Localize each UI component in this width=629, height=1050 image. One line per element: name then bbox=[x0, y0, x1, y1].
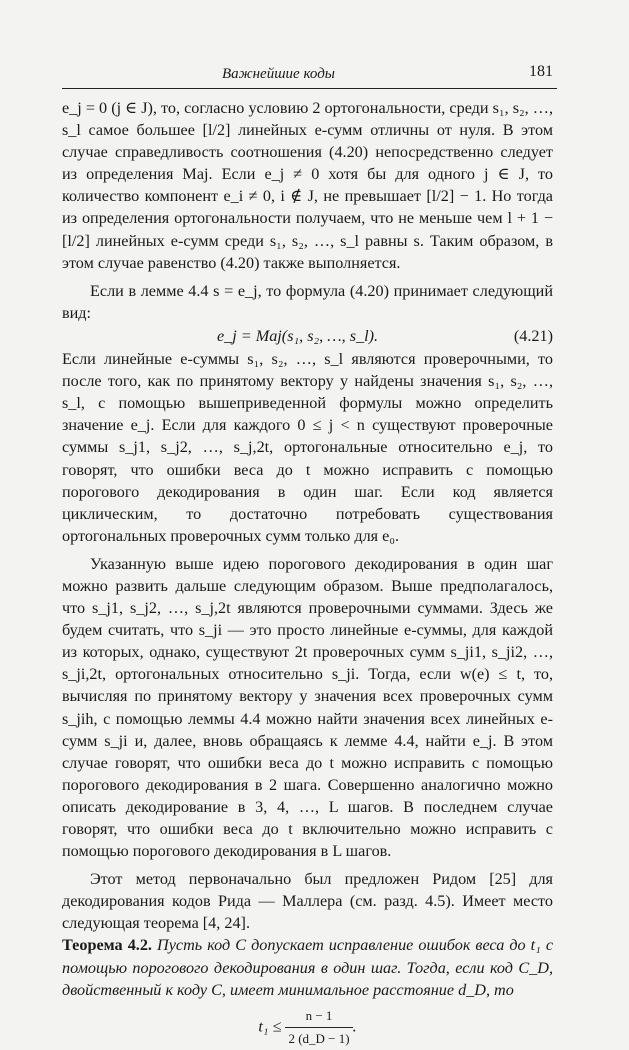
bound-fraction bbox=[285, 1005, 352, 1050]
paragraph-3: Если линейные e-суммы s₁, s₂, …, s_l являются проверочными, то после того, как по принятому вектору y найдены значения s₁, s₂, …, s_l, с помощью вышеприведенной формулы можно определить значение e_j. Если для каждого 0 ≤ j < n существуют проверочные суммы s_j1, s_j2, …, s_j,2t, ортогональные относительно e_j, то говорят, что ошибки веса до t можно исправить с помощью порогового декодирования в один шаг. Если код является циклическим, то достаточно потребовать существования ортогональных проверочных сумм только для e₀. bbox=[62, 350, 553, 545]
theorem-label: Теорема 4.2. bbox=[62, 936, 152, 955]
paragraph-5: Этот метод первоначально был предложен Ридом [25] для декодирования кодов Рида — Маллера (см. разд. 4.5). Имеет место следующая теорема [4, 24]. bbox=[62, 870, 553, 933]
bound-numerator: n − 1 bbox=[285, 1005, 352, 1028]
page-number: 181 bbox=[529, 63, 553, 80]
paragraph-2: Если в лемме 4.4 s = e_j, то формула (4.20) принимает следующий вид: bbox=[62, 281, 553, 322]
formula-4-21-expression: e_j = Maj(s₁, s₂, …, s_l). bbox=[216, 326, 379, 345]
theorem-bound-formula bbox=[62, 1005, 553, 1050]
page-body bbox=[62, 97, 553, 1050]
bound-tail: . bbox=[352, 1017, 357, 1036]
formula-4-21 bbox=[62, 325, 553, 347]
bound-denominator: 2 (d_D − 1) bbox=[288, 1030, 350, 1046]
theorem-4-2 bbox=[62, 934, 553, 1000]
formula-4-21-number: (4.21) bbox=[513, 326, 553, 345]
paragraph-1: e_j = 0 (j ∈ J), то, согласно условию 2 ортогональности, среди s₁, s₂, …, s_l самое большее [l/2] линейных e-сумм отличны от нуля. В этом случае справедливость соотношения (4.20) непосредственно следует из определения Maj. Если e_j ≠ 0 хотя бы для одного j ∈ J, то количество компонент e_i ≠ 0, i ∉ J, не превышает [l/2] − 1. Но тогда из определения ортогональности получаем, что не меньше чем l + 1 − [l/2] линейных e-сумм среди s₁, s₂, …, s_l равны s. Таким образом, в этом случае равенство (4.20) также выполняется. bbox=[62, 99, 553, 272]
header-divider bbox=[62, 88, 557, 89]
bound-lhs: t₁ ≤ bbox=[258, 1017, 282, 1036]
paragraph-4: Указанную выше идею порогового декодирования в один шаг можно развить дальше следующим образом. Выше предполагалось, что s_j1, s_j2, …, s_j,2t являются проверочными суммами. Здесь же будем считать, что s_ji — это просто линейные e-суммы, для каждой из которых, однако, существуют 2t проверочных сумм s_ji1, s_ji2, …, s_ji,2t, ортогональных относительно s_ji. Тогда, если w(e) ≤ t, то, вычисляя по принятому вектору y значения всех проверочных сумм s_jih, с помощью леммы 4.4 можно найти значения всех линейных e-сумм s_ji и, далее, вновь обращаясь к лемме 4.4, найти e_j. В этом случае говорят, что ошибки веса до t можно исправить с помощью порогового декодирования в 2 шага. Совершенно аналогично можно описать декодирование в 3, 4, …, L шагов. В последнем случае говорят, что ошибки веса до t включительно можно исправить с помощью порогового декодирования в L шагов. bbox=[62, 554, 553, 861]
running-header-title: Важнейшие коды bbox=[222, 66, 335, 82]
theorem-text: Пусть код C допускает исправление ошибок веса до t₁ с помощью порогового декодирования в один шаг. Тогда, если код C_D, двойственный к коду C, имеет минимальное расстояние d_D, то bbox=[62, 936, 554, 999]
